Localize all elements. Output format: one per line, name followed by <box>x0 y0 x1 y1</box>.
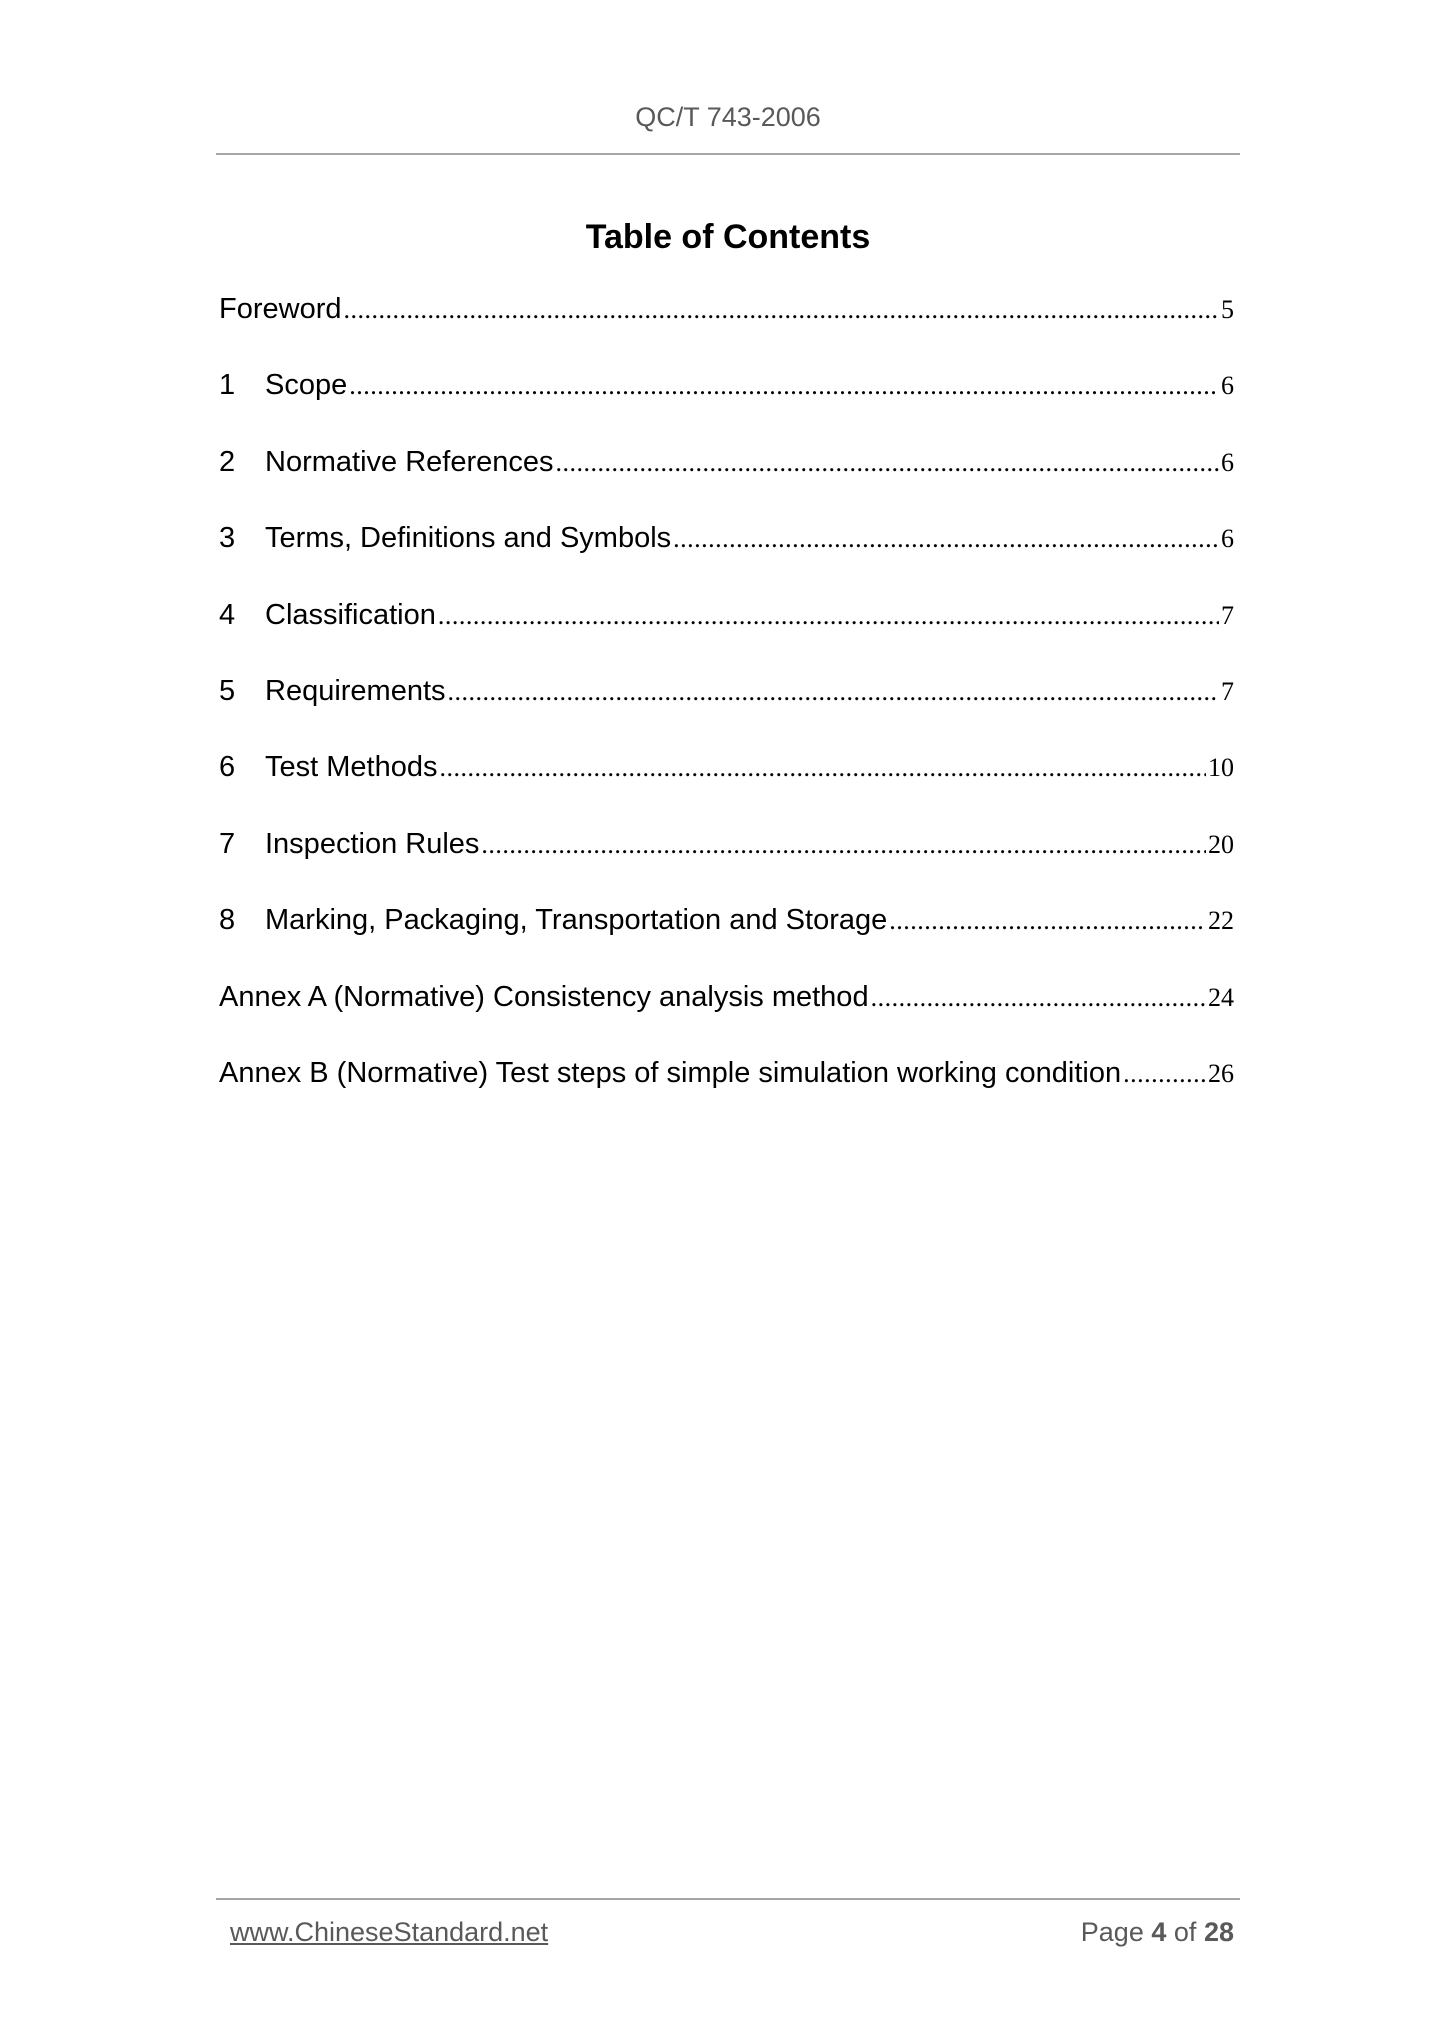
toc-entry-terms-definitions[interactable] <box>219 522 1234 598</box>
toc-entry-page: 20 <box>1208 829 1234 859</box>
toc-entry-number: 7 <box>219 827 236 860</box>
toc-entry-number: 2 <box>219 445 236 478</box>
toc-entry-foreword[interactable] <box>219 293 1234 369</box>
toc-entry-number: 1 <box>219 369 236 402</box>
toc-leader-dots <box>438 601 1219 631</box>
toc-list <box>219 293 1234 1133</box>
toc-entry-page: 7 <box>1221 676 1234 706</box>
toc-entry-label: Terms, Definitions and Symbols <box>265 522 672 555</box>
toc-entry-number: 3 <box>219 522 236 555</box>
footer-divider <box>216 1898 1240 1900</box>
total-pages-number: 28 <box>1203 1917 1234 1947</box>
toc-entry-label: Test Methods <box>265 751 438 784</box>
toc-entry-label: Marking, Packaging, Transportation and Storage <box>265 904 888 937</box>
toc-leader-dots <box>871 983 1206 1013</box>
toc-entry-label: Scope <box>265 369 348 402</box>
current-page-number: 4 <box>1151 1917 1167 1947</box>
toc-leader-dots <box>889 906 1206 936</box>
toc-entry-label: Classification <box>265 598 436 631</box>
header-divider <box>216 153 1240 155</box>
toc-entry-number: 8 <box>219 904 236 937</box>
toc-entry-page: 22 <box>1208 906 1234 936</box>
toc-entry-annex-a[interactable] <box>219 981 1234 1057</box>
toc-entry-page: 6 <box>1221 524 1234 554</box>
toc-entry-label: Normative References <box>265 445 554 478</box>
toc-leader-dots <box>673 524 1219 554</box>
toc-entry-page: 7 <box>1221 600 1234 630</box>
toc-entry-label: Inspection Rules <box>265 827 480 860</box>
toc-entry-page: 26 <box>1208 1058 1234 1088</box>
toc-entry-inspection-rules[interactable] <box>219 828 1234 904</box>
toc-entry-page: 24 <box>1208 982 1234 1012</box>
toc-leader-dots <box>481 830 1206 860</box>
toc-entry-page: 6 <box>1221 447 1234 477</box>
toc-entry-annex-b[interactable] <box>219 1057 1234 1133</box>
toc-title: Table of Contents <box>585 218 871 256</box>
toc-entry-requirements[interactable] <box>219 675 1234 751</box>
toc-entry-label: Requirements <box>265 674 446 707</box>
toc-entry-classification[interactable] <box>219 599 1234 675</box>
website-link[interactable]: www.ChineseStandard.net <box>230 1917 549 1947</box>
toc-entry-number: 5 <box>219 674 236 707</box>
toc-entry-page: 10 <box>1208 753 1234 783</box>
toc-entry-number: 4 <box>219 598 236 631</box>
page-of: of <box>1173 1917 1197 1947</box>
toc-leader-dots <box>439 753 1206 783</box>
toc-entry-normative-references[interactable] <box>219 446 1234 522</box>
toc-leader-dots <box>448 677 1219 707</box>
page-indicator <box>1081 1917 1234 1948</box>
toc-leader-dots <box>349 371 1219 401</box>
toc-entry-label: Annex A (Normative) Consistency analysis method <box>219 980 869 1013</box>
toc-entry-number: 6 <box>219 751 236 784</box>
toc-entry-test-methods[interactable] <box>219 751 1234 827</box>
toc-entry-scope[interactable] <box>219 369 1234 445</box>
toc-leader-dots <box>556 448 1220 478</box>
toc-entry-marking-packaging[interactable] <box>219 904 1234 980</box>
toc-leader-dots <box>344 295 1220 325</box>
toc-entry-label: Annex B (Normative) Test steps of simple simulation working condition <box>219 1056 1122 1089</box>
toc-entry-page: 6 <box>1221 371 1234 401</box>
toc-leader-dots <box>1123 1059 1206 1089</box>
toc-entry-label: Foreword <box>219 293 342 325</box>
page-prefix: Page <box>1080 1917 1144 1947</box>
toc-entry-page: 5 <box>1221 295 1234 324</box>
document-code-header: QC/T 743-2006 <box>635 102 821 132</box>
